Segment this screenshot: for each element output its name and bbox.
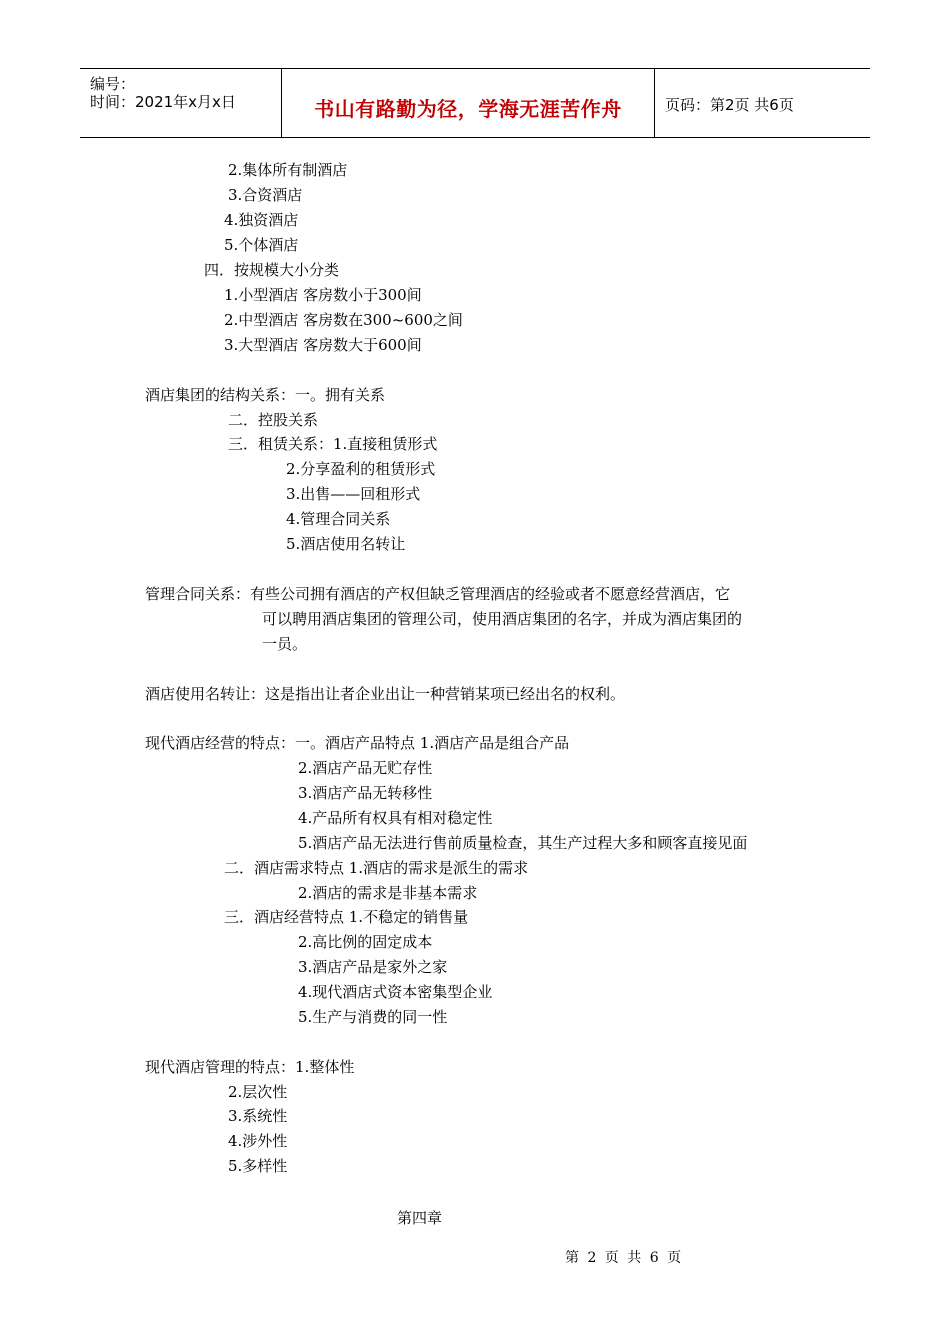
text-line: 2.酒店的需求是非基本需求 bbox=[298, 884, 478, 902]
text-line: 4.管理合同关系 bbox=[286, 510, 391, 528]
text-line: 2.集体所有制酒店 bbox=[228, 161, 348, 179]
paragraph-heading: 管理合同关系：有些公司拥有酒店的产权但缺乏管理酒店的经验或者不愿意经营酒店，它 bbox=[145, 585, 731, 603]
header-motto-cell bbox=[282, 69, 655, 137]
text-line: 4.涉外性 bbox=[228, 1132, 288, 1150]
text-line: 4.独资酒店 bbox=[224, 211, 299, 229]
text-line: 一员。 bbox=[262, 635, 308, 653]
text-line: 4.现代酒店式资本密集型企业 bbox=[298, 983, 493, 1001]
text-line: 5.酒店产品无法进行售前质量检查，其生产过程大多和顾客直接见面 bbox=[298, 834, 748, 852]
text-line: 可以聘用酒店集团的管理公司，使用酒店集团的名字，并成为酒店集团的 bbox=[262, 610, 743, 628]
text-line: 1.小型酒店 客房数小于300间 bbox=[224, 286, 422, 304]
text-line: 3.出售——回租形式 bbox=[286, 485, 421, 503]
text-line: 3.酒店产品是家外之家 bbox=[298, 958, 448, 976]
page-header bbox=[80, 68, 870, 138]
text-line: 5.酒店使用名转让 bbox=[286, 535, 406, 553]
text-line: 5.个体酒店 bbox=[224, 236, 299, 254]
paragraph-heading: 酒店使用名转让：这是指出让者企业出让一种营销某项已经出名的权利。 bbox=[145, 685, 626, 703]
text-line: 2.酒店产品无贮存性 bbox=[298, 759, 433, 777]
section-heading: 四．按规模大小分类 bbox=[204, 261, 340, 279]
document-time-label: 时间：2021年x月x日 bbox=[90, 93, 236, 111]
text-line: 3.大型酒店 客房数大于600间 bbox=[224, 336, 422, 354]
text-line: 二．酒店需求特点 1.酒店的需求是派生的需求 bbox=[224, 859, 529, 877]
text-line: 2.层次性 bbox=[228, 1083, 288, 1101]
text-line: 三．租赁关系：1.直接租赁形式 bbox=[228, 435, 438, 453]
text-line: 5.生产与消费的同一性 bbox=[298, 1008, 448, 1026]
text-line: 5.多样性 bbox=[228, 1157, 288, 1175]
page-footer: 第 2 页 共 6 页 bbox=[565, 1250, 682, 1266]
header-motto: 书山有路勤为径，学海无涯苦作舟 bbox=[314, 97, 622, 121]
paragraph-heading: 现代酒店管理的特点：1.整体性 bbox=[145, 1058, 355, 1076]
text-line: 二．控股关系 bbox=[228, 411, 319, 429]
text-line: 3.酒店产品无转移性 bbox=[298, 784, 433, 802]
text-line: 3.合资酒店 bbox=[228, 186, 303, 204]
text-line: 2.中型酒店 客房数在300~600之间 bbox=[224, 311, 463, 329]
text-line: 2.高比例的固定成本 bbox=[298, 933, 433, 951]
document-number-label: 编号： bbox=[90, 75, 136, 93]
paragraph-heading: 酒店集团的结构关系：一。拥有关系 bbox=[145, 386, 386, 404]
chapter-heading: 第四章 bbox=[397, 1209, 443, 1227]
text-line: 4.产品所有权具有相对稳定性 bbox=[298, 809, 493, 827]
text-line: 2.分享盈利的租赁形式 bbox=[286, 460, 436, 478]
header-page-number: 页码：第2页 共6页 bbox=[665, 96, 794, 114]
paragraph-heading: 现代酒店经营的特点：一。酒店产品特点 1.酒店产品是组合产品 bbox=[145, 734, 570, 752]
text-line: 3.系统性 bbox=[228, 1107, 288, 1125]
header-page-cell bbox=[655, 69, 870, 137]
text-line: 三．酒店经营特点 1.不稳定的销售量 bbox=[224, 908, 469, 926]
header-meta-cell bbox=[80, 69, 282, 137]
